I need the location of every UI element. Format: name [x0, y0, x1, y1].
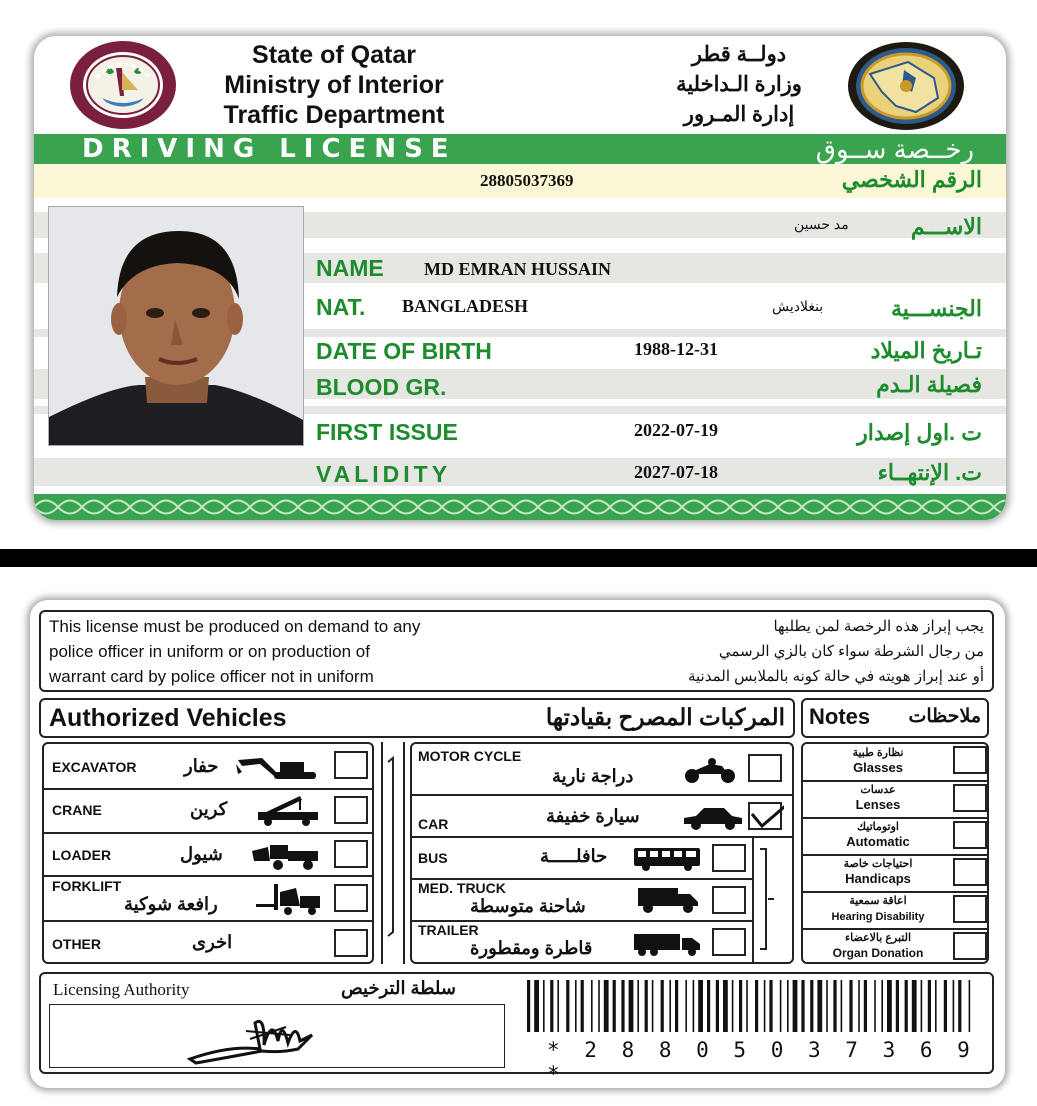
barcode-text: * 2 8 8 0 5 0 3 7 3 6 9 * — [547, 1038, 976, 1086]
header-english — [184, 40, 484, 130]
header-department-ar: إدارة المـرور — [683, 103, 795, 126]
notes-box — [801, 742, 989, 964]
first-issue-date: 2022-07-19 — [634, 420, 718, 440]
name-label-ar: الاســـم — [910, 214, 982, 239]
license-back — [30, 600, 1005, 1088]
checkbox-automatic[interactable] — [953, 821, 987, 849]
dob-label: DATE OF BIRTH — [316, 338, 492, 364]
notes-header — [801, 698, 989, 738]
note-automatic: Automatic — [846, 834, 910, 849]
vehicle-label-other: OTHER — [52, 936, 101, 952]
date-of-birth: 1988-12-31 — [634, 339, 718, 359]
validity-label: VALIDITY — [316, 461, 452, 487]
header-ministry: Ministry of Interior — [224, 71, 444, 99]
nationality-label-ar: الجنســـية — [890, 296, 982, 321]
vehicle-ar-crane: كرين — [190, 799, 228, 819]
vehicle-ar-med-truck: شاحنة متوسطة — [470, 896, 586, 916]
name-ar: مد حسين — [794, 216, 849, 232]
authority-box — [39, 972, 994, 1086]
signature-box — [49, 1004, 505, 1068]
note-glasses-ar: نظارة طبية — [852, 747, 904, 759]
light-vehicles-box — [410, 742, 794, 964]
notice-ar-line2: من رجال الشرطة سواء كان بالزي الرسمي — [718, 643, 984, 660]
vehicle-label-forklift: FORKLIFT — [52, 878, 122, 894]
first-issue-label-ar: ت .اول إصدار — [857, 420, 982, 445]
excavator-icon — [236, 756, 322, 780]
header-ministry-ar: وزارة الـداخلية — [676, 73, 802, 96]
vehicle-label-motorcycle: MOTOR CYCLE — [418, 748, 522, 764]
blood-group-label-ar: فصيلة الـدم — [876, 372, 982, 397]
vehicle-label-trailer: TRAILER — [418, 922, 479, 938]
truck-icon — [636, 886, 700, 914]
note-lenses-ar: عدسات — [860, 784, 896, 796]
notice-en-line1: This license must be produced on demand to any — [49, 617, 421, 636]
vehicle-ar-bus: حافلـــــة — [540, 846, 608, 866]
checkbox-handicaps[interactable] — [953, 858, 987, 886]
vehicle-label-excavator: EXCAVATOR — [52, 759, 137, 775]
notice-ar-line1: يجب إبراز هذه الرخصة لمن يطلبها — [773, 618, 984, 635]
heavy-vehicles-box — [42, 742, 374, 964]
motorcycle-icon — [682, 756, 738, 784]
personal-number: 28805037369 — [480, 171, 574, 190]
checkbox-organ-donation[interactable] — [953, 932, 987, 960]
title-band — [34, 134, 1006, 164]
bus-icon — [632, 846, 702, 872]
stripe — [34, 458, 1006, 486]
checkbox-hearing[interactable] — [953, 895, 987, 923]
notice-en-line2: police officer in uniform or on production of — [49, 642, 370, 661]
bracket-left — [378, 742, 408, 964]
authorized-title-en: Authorized Vehicles — [49, 704, 287, 732]
trailer-icon — [632, 930, 702, 958]
authority-label-en: Licensing Authority — [53, 980, 190, 999]
notice-en-line3: warrant card by police officer not in uniform — [49, 667, 374, 686]
checkbox-motorcycle[interactable] — [748, 754, 782, 782]
personal-number-label-ar: الرقم الشخصي — [841, 167, 982, 192]
signature-icon — [50, 1005, 506, 1069]
gcc-emblem-icon — [846, 40, 966, 132]
note-handicaps: Handicaps — [845, 871, 911, 886]
bracket-right — [754, 845, 778, 955]
dob-label-ar: تـاريخ الميلاد — [870, 338, 982, 363]
blood-group-label: BLOOD GR. — [316, 374, 447, 400]
card-divider — [0, 549, 1037, 567]
authorized-title-ar: المركبات المصرح بقيادتها — [545, 704, 785, 730]
checkbox-car[interactable] — [748, 802, 782, 830]
validity-label-ar: ت. الإنتهــاء — [877, 460, 982, 485]
vehicle-ar-car: سيارة خفيفة — [546, 806, 640, 826]
authority-label-ar: سلطة الترخيص — [341, 978, 456, 998]
notes-title-ar: ملاحظات — [908, 706, 981, 727]
checkbox-med-truck[interactable] — [712, 886, 746, 914]
holder-photo — [48, 206, 304, 446]
checkbox-excavator[interactable] — [334, 751, 368, 779]
vehicle-label-crane: CRANE — [52, 802, 102, 818]
checkbox-loader[interactable] — [334, 840, 368, 868]
notice-ar-line3: أو عند إبراز هويته في حالة كونه بالملابس المدنية — [687, 668, 984, 685]
qatar-moi-seal-icon — [66, 38, 180, 132]
note-lenses: Lenses — [855, 797, 901, 812]
note-glasses: Glasses — [853, 760, 903, 775]
vehicle-label-bus: BUS — [418, 850, 448, 866]
forklift-icon — [254, 882, 324, 916]
note-handicaps-ar: احتياجات خاصة — [843, 858, 913, 870]
loader-icon — [250, 839, 322, 871]
vehicle-ar-loader: شيول — [180, 844, 223, 864]
checkbox-lenses[interactable] — [953, 784, 987, 812]
vehicle-ar-trailer: قاطرة ومقطورة — [470, 938, 593, 958]
checkbox-trailer[interactable] — [712, 928, 746, 956]
checkbox-crane[interactable] — [334, 796, 368, 824]
header-department: Traffic Department — [223, 101, 445, 129]
note-hearing-ar: اعاقة سمعية — [849, 895, 907, 907]
personal-number-row — [34, 164, 1006, 198]
note-automatic-ar: اوتوماتيك — [856, 821, 899, 833]
barcode — [527, 980, 977, 1032]
vehicle-ar-other: اخرى — [192, 932, 233, 952]
vehicle-label-car: CAR — [418, 816, 449, 832]
nationality-ar: بنغلاديش — [772, 298, 824, 314]
header-state-ar: دولــة قطر — [691, 43, 787, 66]
note-organ: Organ Donation — [832, 946, 924, 960]
notice-box — [39, 610, 994, 692]
first-issue-label: FIRST ISSUE — [316, 419, 458, 445]
checkmark-icon — [750, 804, 784, 832]
nationality-label: NAT. — [316, 294, 366, 320]
vehicle-ar-excavator: حفار — [184, 756, 219, 776]
car-icon — [682, 804, 744, 830]
license-front — [34, 36, 1006, 520]
note-hearing: Hearing Disability — [831, 911, 925, 923]
note-organ-ar: التبرع بالاعضاء — [844, 932, 912, 944]
vehicle-label-loader: LOADER — [52, 847, 112, 863]
nationality: BANGLADESH — [402, 296, 529, 316]
validity-date: 2027-07-18 — [634, 462, 718, 482]
notes-title-en: Notes — [809, 704, 871, 729]
checkbox-bus[interactable] — [712, 844, 746, 872]
band-title-en: DRIVING LICENSE — [82, 134, 457, 164]
checkbox-other[interactable] — [334, 929, 368, 957]
checkbox-glasses[interactable] — [953, 746, 987, 774]
name-label: NAME — [316, 255, 384, 281]
vehicle-ar-forklift: رافعة شوكية — [124, 894, 218, 914]
decorative-pattern-band — [34, 494, 1006, 520]
header-arabic — [634, 40, 844, 130]
vehicle-label-med-truck: MED. TRUCK — [418, 880, 506, 896]
crane-truck-icon — [256, 794, 322, 826]
holder-name: MD EMRAN HUSSAIN — [424, 259, 612, 279]
header-state: State of Qatar — [252, 41, 416, 69]
checkbox-forklift[interactable] — [334, 884, 368, 912]
vehicle-ar-motorcycle: دراجة نارية — [552, 766, 634, 786]
authorized-vehicles-header — [39, 698, 795, 738]
band-title-ar: رخــصة ســوق — [815, 134, 974, 164]
